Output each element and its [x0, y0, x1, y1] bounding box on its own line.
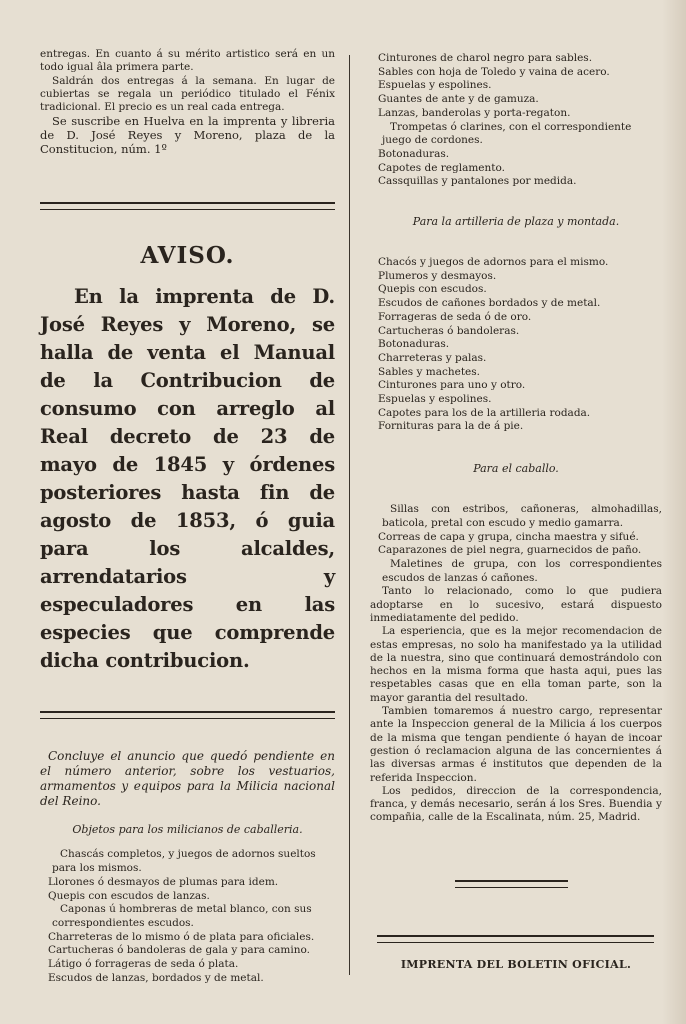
list-item: Sables con hoja de Toledo y vaina de acero.	[378, 65, 610, 78]
intro-subscription: Se suscribe en Huelva en la imprenta y libreria de D. José Reyes y Moreno, plaza de la Constitucion, núm. 1º	[40, 114, 335, 157]
list-item: Correas de capa y grupa, cincha maestra y sifué.	[378, 530, 639, 543]
paragraph: La esperiencia, que es la mejor recomendacion de estas empresas, no solo ha manifestado ya la utilidad de la nuestra, sino que continuará demostrándolo con hechos en la misma forma que hasta aqui, pues las respetables casas que en ella toman parte, son la mayor garantia del resultado.	[370, 625, 662, 704]
list-item: Caponas ú hombreras de metal blanco, con sus correspondientes escudos.	[52, 903, 312, 929]
footer-rule	[377, 935, 654, 943]
paragraph: Tanto lo relacionado, como lo que pudiera adoptarse en lo sucesivo, estará dispuesto inmediatamente del pedido.	[370, 585, 662, 624]
list-item: Forrageras de seda ó de oro.	[378, 310, 532, 323]
paragraph: Tambien tomaremos á nuestro cargo, representar ante la Inspeccion general de la Milicia á los cuerpos de la misma que tengan pendiente ó hayan de incoar gestion ó reclamacion alguna de las concernientes á las diversas armas é institutos que dependen de la referida Inspeccion.	[370, 705, 662, 784]
list-item: Chascás completos, y juegos de adornos sueltos para los mismos.	[52, 848, 316, 875]
list-item: Cassquillas y pantalones por medida.	[378, 175, 577, 188]
intro-continuation: entregas. En cuanto á su mérito artistico será en un todo igual âla primera parte.	[40, 48, 335, 74]
aviso-title: AVISO.	[140, 242, 235, 270]
column-divider	[349, 55, 350, 975]
imprint-footer: IMPRENTA DEL BOLETIN OFICIAL.	[400, 958, 632, 971]
list-item: Quepis con escudos de lanzas.	[48, 889, 210, 902]
list-item: Botonaduras.	[378, 338, 450, 351]
left-column	[40, 48, 335, 986]
page-edge-shading	[662, 0, 686, 1024]
closing-rule	[455, 880, 568, 888]
cavalry-items-continued	[370, 52, 662, 189]
list-item: Quepis con escudos.	[378, 283, 487, 296]
list-item: Sillas con estribos, cañoneras, almohadillas, baticola, pretal con escudo y medio gamarra.	[382, 503, 662, 529]
list-item: Fornituras para la de á pie.	[378, 420, 524, 433]
cavalry-items-list	[40, 848, 335, 985]
list-item: Trompetas ó clarines, con el correspondiente juego de cordones.	[382, 120, 632, 147]
list-item: Sables y machetes.	[378, 365, 480, 378]
list-item: Plumeros y desmayos.	[378, 269, 497, 282]
list-item: Cartucheras ó bandoleras.	[378, 324, 520, 337]
aviso-body: En la imprenta de D. José Reyes y Moreno, se halla de venta el Manual de la Contribucion de consumo con arreglo al Real decreto de 23 de mayo de 1845 y órdenes posteriores hasta fin de agosto de 1853, ó guia para los alcaldes, arrendatarios y especuladores en las especies que comprende dicha contribucion.	[40, 285, 335, 673]
list-item: Cinturones para uno y otro.	[378, 379, 526, 392]
list-item: Botonaduras.	[378, 147, 450, 160]
artillery-items-list	[370, 256, 662, 434]
list-item: Caparazones de piel negra, guarnecidos de paño.	[378, 544, 642, 557]
list-item: Látigo ó forrageras de seda ó plata.	[48, 958, 239, 971]
subhead-cavalry: Objetos para los milicianos de caballeria.	[72, 823, 303, 837]
list-item: Charreteras de lo mismo ó de plata para oficiales.	[48, 930, 315, 943]
list-item: Charreteras y palas.	[378, 351, 487, 364]
list-item: Escudos de cañones bordados y de metal.	[378, 297, 601, 310]
subhead-artillery: Para la artilleria de plaza y montada.	[412, 215, 620, 229]
horse-items-list	[370, 503, 662, 585]
closing-paragraphs	[370, 585, 662, 824]
list-item: Lanzas, banderolas y porta-regaton.	[378, 106, 571, 119]
list-item: Espuelas y espolines.	[378, 393, 492, 406]
right-column	[370, 52, 662, 825]
list-item: Cartucheras ó bandoleras de gala y para camino.	[48, 944, 310, 957]
list-item: Chacós y juegos de adornos para el mismo.	[378, 256, 609, 269]
subhead-horse: Para el caballo.	[473, 462, 559, 476]
announcement-note: Concluye el anuncio que quedó pendiente en el número anterior, sobre los vestuarios, armamentos y equipos para la Milicia nacional del Reino.	[40, 749, 335, 809]
list-item: Capotes para los de la artilleria rodada.	[378, 406, 591, 419]
paragraph: Los pedidos, direccion de la correspondencia, franca, y demás necesario, serán á los Sres. Buendia y compañia, calle de la Escalinata, núm. 25, Madrid.	[370, 784, 662, 824]
list-item: Capotes de reglamento.	[378, 161, 505, 174]
list-item: Cinturones de charol negro para sables.	[378, 52, 593, 64]
section-divider	[40, 711, 335, 719]
list-item: Espuelas y espolines.	[378, 79, 492, 92]
list-item: Guantes de ante y de gamuza.	[378, 93, 539, 106]
list-item: Llorones ó desmayos de plumas para idem.	[48, 875, 279, 888]
section-divider	[40, 202, 335, 210]
intro-delivery: Saldrán dos entregas á la semana. En lugar de cubiertas se regala un periódico titulado el Fénix tradicional. El precio es un real cada entrega.	[40, 74, 335, 114]
list-item: Escudos de lanzas, bordados y de metal.	[48, 971, 264, 984]
list-item: Maletines de grupa, con los correspondientes escudos de lanzas ó cañones.	[382, 557, 662, 584]
